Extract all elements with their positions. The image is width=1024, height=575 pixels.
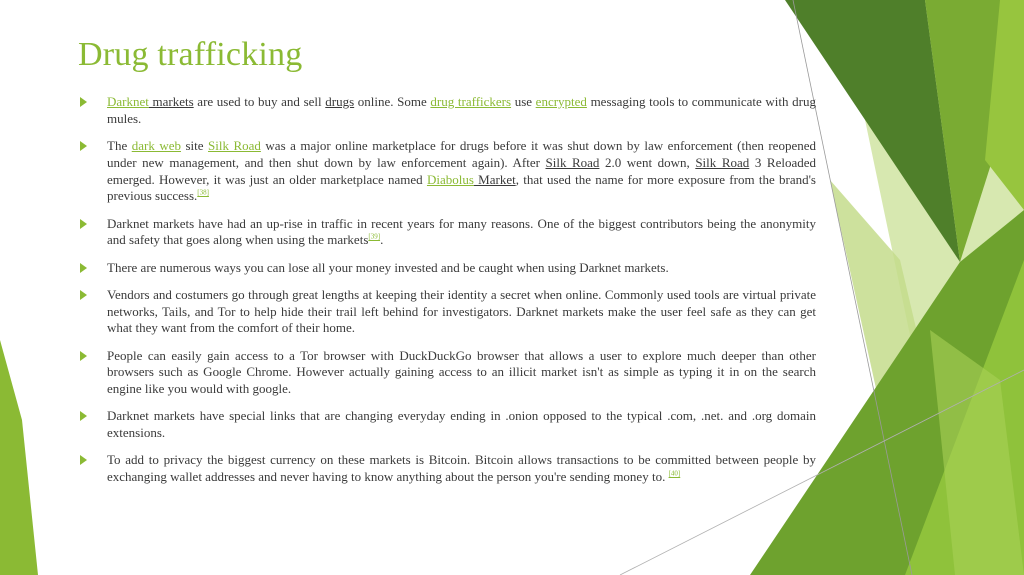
link-darknet[interactable]: Darknet bbox=[107, 94, 149, 109]
bullet-arrow-icon bbox=[80, 263, 87, 273]
citation-link[interactable]: [38] bbox=[197, 189, 209, 198]
bullet-text: use bbox=[511, 94, 536, 109]
bullet-item bbox=[78, 216, 816, 250]
link-silk-road[interactable]: Silk Road bbox=[208, 137, 261, 153]
link-drugs[interactable]: drugs bbox=[325, 94, 355, 109]
bullet-text: online. Some bbox=[354, 94, 431, 109]
link-silk-road-3[interactable]: Silk Road bbox=[695, 154, 750, 170]
bullet-text: Vendors and costumers go through great lengths at keeping their identity a secret when online. Commonly used tools are virtual private networks, Tails, and Tor to help hide their trail left behind for investigators. Darknet markets make the user feel safe as they can get what they want from the comfort of their home. bbox=[107, 286, 816, 336]
bullet-item bbox=[78, 138, 816, 205]
slide-title: Drug trafficking bbox=[78, 36, 303, 73]
bullet-text: are used to buy and sell bbox=[193, 94, 326, 109]
bullet-text: messaging tools to communicate with drug mules. bbox=[107, 94, 816, 126]
bullet-text: There are numerous ways you can lose all your money invested and be caught when using Darknet markets. bbox=[107, 259, 669, 275]
link-silk-road-2[interactable]: Silk Road bbox=[545, 154, 600, 170]
link-diabolus[interactable]: Diabolus bbox=[426, 171, 474, 187]
bullet-text: 3 Reloaded emerged. However, it was just an older marketplace named bbox=[107, 154, 816, 187]
bullet-text: To add to privacy the biggest currency on these markets is Bitcoin. Bitcoin allows transactions to be committed between people by exchanging wallet addresses and never having to know anything about the person you're sending money to. bbox=[107, 452, 816, 485]
bullet-item bbox=[78, 408, 816, 442]
bullet-text: Darknet markets have had an up-rise in traffic in recent years for many reasons. One of the biggest contributors being the anonymity and safety that goes along when using the markets bbox=[107, 215, 816, 248]
bullet-arrow-icon bbox=[80, 411, 87, 421]
bullet-text: . bbox=[380, 232, 384, 248]
bullet-item bbox=[78, 452, 816, 486]
left-accent-shape bbox=[0, 340, 38, 575]
bullet-item bbox=[78, 287, 816, 337]
bullet-text: People can easily gain access to a Tor browser with DuckDuckGo browser that allows a user to explore much deeper than other browsers such as Google Chrome. However actually gaining access to an illicit market isn't as simple as typing it in on the search engine like you would with google. bbox=[107, 347, 816, 397]
bullet-item bbox=[78, 348, 816, 398]
bullet-arrow-icon bbox=[80, 97, 87, 107]
bullet-list bbox=[78, 94, 816, 496]
bullet-text: , that used the name for more exposure from the brand's previous success. bbox=[107, 171, 816, 204]
bullet-arrow-icon bbox=[80, 141, 87, 151]
link-encrypted[interactable]: encrypted bbox=[535, 94, 587, 109]
bullet-text: 2.0 went down, bbox=[599, 154, 696, 170]
citation-link[interactable]: [40] bbox=[668, 469, 681, 478]
bullet-text: Darknet markets have special links that are changing everyday ending in .onion opposed to the typical .com, .net. and .org domain extensions. bbox=[107, 408, 816, 441]
bullet-arrow-icon bbox=[80, 455, 87, 465]
bullet-item bbox=[78, 94, 816, 128]
bullet-arrow-icon bbox=[80, 290, 87, 300]
link-markets[interactable]: markets bbox=[148, 94, 194, 109]
link-drug-traffickers[interactable]: drug traffickers bbox=[430, 94, 512, 109]
link-market[interactable]: Market bbox=[473, 171, 516, 187]
link-dark-web[interactable]: dark web bbox=[131, 137, 181, 153]
bullet-text: The bbox=[107, 137, 132, 153]
bullet-item bbox=[78, 260, 816, 277]
bullet-arrow-icon bbox=[80, 219, 87, 229]
bullet-text: was a major online marketplace for drugs before it was shut down by law enforcement (then reopened under new management, and then shut down by law enforcement again). After bbox=[107, 137, 816, 170]
bullet-text: site bbox=[180, 137, 209, 153]
citation-link[interactable]: [39] bbox=[368, 233, 381, 242]
bullet-arrow-icon bbox=[80, 351, 87, 361]
